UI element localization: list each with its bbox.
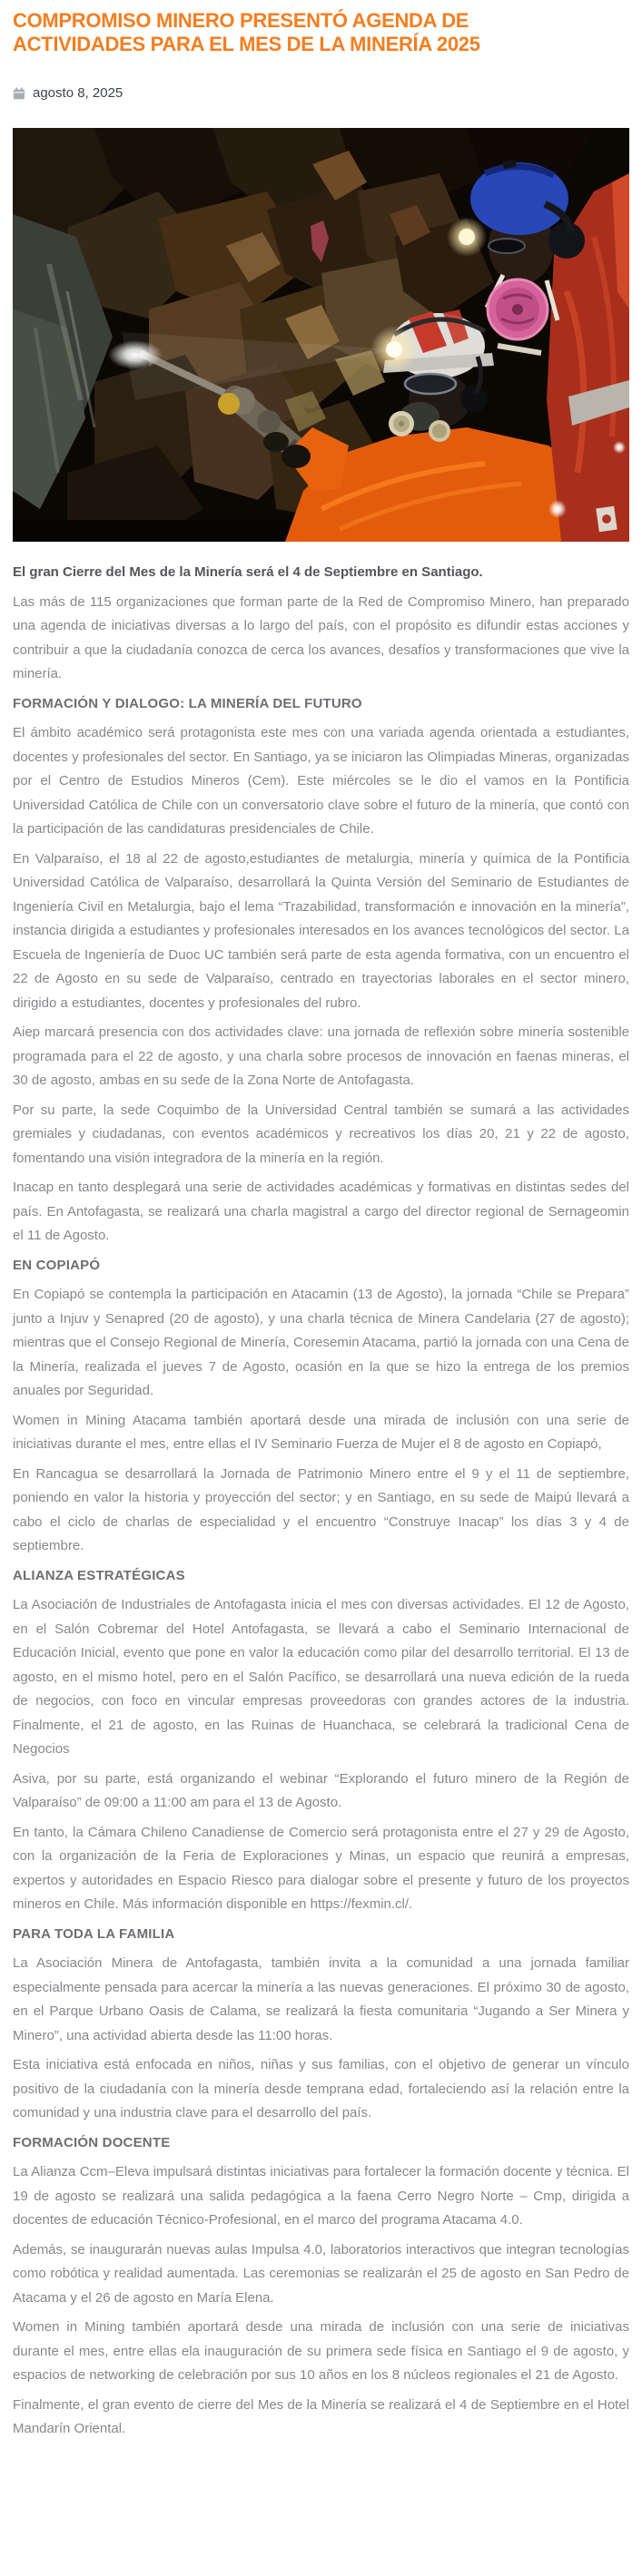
calendar-icon — [13, 87, 25, 100]
distant-light — [613, 441, 626, 454]
distant-light — [548, 500, 567, 518]
article-paragraph: Aiep marcará presencia con dos actividades clave: una jornada de reflexión sobre minería sostenible programada para el 22 de agosto, y una charla sobre procesos de innovación en faenas mineras, el 30 de agosto, ambas en su sede de la Zona Norte de Antofagasta. — [13, 1024, 629, 1088]
article-paragraph: El ámbito académico será protagonista este mes con una variada agenda orientada a estudiantes, docentes y profesionales del sector. En Santiago, ya se iniciaron las Olimpiadas Mineras, organizadas por el Centro de Estudios Mineros (Cem). Este miércoles se le dio el vamos en la Pontificia Universidad Católica de Chile con un conversatorio clave sobre el futuro de la minería, que contó con la participación de las candidaturas presidenciales de Chile. — [13, 725, 629, 837]
section-heading: FORMACIÓN DOCENTE — [13, 2134, 171, 2150]
article-paragraph: Finalmente, el gran evento de cierre del Mes de la Minería se realizará el 4 de Septiembre en el Hotel Mandarín Oriental. — [13, 2396, 629, 2436]
image-caption: El gran Cierre del Mes de la Minería será el 4 de Septiembre en Santiago. — [13, 564, 483, 580]
section-heading: FORMACIÓN Y DIALOGO: LA MINERÍA DEL FUTURO — [13, 695, 362, 711]
article-paragraph: La Asociación Minera de Antofagasta, también invita a la comunidad a una jornada familiar especialmente pensada para acercar la minería a las nuevas generaciones. El próximo 30 de agosto, en el Parque Urbano Oasis de Calama, se realizará la fiesta comunitaria “Jugando a Ser Minera y Minero”, una actividad abierta desde las 11:00 horas. — [13, 1955, 629, 2043]
article-paragraph: Asiva, por su parte, está organizando el webinar “Explorando el futuro minero de la Región de Valparaíso” de 09:00 a 11:00 am para el 13 de Agosto. — [13, 1770, 629, 1810]
article-paragraph: Por su parte, la sede Coquimbo de la Universidad Central también se sumará a las actividades gremiales y ciudadanas, con eventos académicos y recreativos los días 20, 21 y 22 de agosto, fomentando una visión integradora de la minería en la región. — [13, 1102, 629, 1166]
featured-image — [13, 128, 629, 542]
article-paragraph: Women in Mining Atacama también aportará desde una mirada de inclusión con una serie de iniciativas durante el mes, entre ellas el IV Seminario Fuerza de Mujer el 8 de agosto en Copiapó, — [13, 1412, 629, 1452]
article-paragraph: En Rancagua se desarrollará la Jornada de Patrimonio Minero entre el 9 y el 11 de septiembre, poniendo en valor la historia y proyección del sector; y en Santiago, en su sede de Maipú llevará a cabo el ciclo de charlas de especialidad y el encuentro “Construye Inacap” los días 3 y 4 de septiembre. — [13, 1465, 629, 1553]
article-paragraph: Inacap en tanto desplegará una serie de actividades académicas y formativas en distintas sedes del país. En Antofagasta, se realizará una charla magistral a cargo del director regional de Sernageomin el 11 de Agosto. — [13, 1180, 629, 1243]
article-paragraph: En Valparaíso, el 18 al 22 de agosto,estudiantes de metalurgia, minería y química de la Pontificia Universidad Católica de Valparaíso, desarrollará la Quinta Versión del Seminario de Estudiantes de Ingeniería Civil en Metalurgia, bajo el lema “Trazabilidad, transformación e innovación en la minería”, instancia dirigida a estudiantes y profesionales interesados en los avances tecnológicos del sector. La Escuela de Ingeniería de Duoc UC también será parte de esta agenda formativa, con un encuentro el 22 de Agosto en su sede de Valparaíso, centrado en trayectorias laborales en el sector minero, dirigido a estudiantes, docentes y profesionales del rubro. — [13, 850, 629, 1011]
section-heading: PARA TODA LA FAMILIA — [13, 1925, 175, 1942]
article-paragraph: Esta iniciativa está enfocada en niños, niñas y sus familias, con el objetivo de generar un vínculo positivo de la ciudadanía con la minería desde temprana edad, fortaleciendo así la relación entre la comunidad y una industria clave para el desarrollo del país. — [13, 2057, 629, 2121]
article-paragraph: Las más de 115 organizaciones que forman parte de la Red de Compromiso Minero, han preparado una agenda de iniciativas diversas a lo largo del país, con el propósito es difundir estas acciones y contribuir a que la ciudadanía conozca de cerca los avances, desafíos y transformaciones que vive la minería. — [13, 593, 629, 681]
article-paragraph: Además, se inaugurarán nuevas aulas Impulsa 4.0, laboratorios interactivos que integran tecnologías como robótica y realidad aumentada. Las ceremonias se realizarán el 25 de agosto en San Pedro de Atacama y el 26 de agosto en María Elena. — [13, 2241, 629, 2306]
article-paragraph: Women in Mining también aportará desde una mirada de inclusión con una serie de iniciativas durante el mes, entre ellas ela inauguración de su primera sede física en Santiago el 9 de agosto, y espacios de networking de celebración por sus 10 años en los 8 núcleos regionales el 21 de Agosto. — [13, 2319, 629, 2383]
mine-photo-illustration — [13, 128, 629, 542]
post-date: agosto 8, 2025 — [33, 85, 123, 101]
article-paragraph: La Alianza Ccm–Eleva impulsará distintas iniciativas para fortalecer la formación docente y técnica. El 19 de agosto se realizará una salida pedagógica a la faena Cerro Negro Norte – Cmp, dirigida a docentes de educación Técnico-Profesional, en el marco del programa Atacama 4.0. — [13, 2164, 629, 2228]
section-heading: EN COPIAPÓ — [13, 1257, 101, 1273]
article-body — [13, 591, 629, 2442]
article-paragraph: La Asociación de Industriales de Antofagasta inicia el mes con diversas actividades. El 12 de Agosto, en el Salón Cobremar del Hotel Antofagasta, se llevará a cabo el Seminario Internacional de Educación Inicial, evento que pone en valor la educación como pilar del desarrollo territorial. El 13 de agosto, en el mismo hotel, pero en el Salón Pacífico, se desarrollará una nueva edición de la rueda de negocios, con foco en vincular empresas proveedoras con grandes actores de la industria. Finalmente, el 21 de agosto, en las Ruinas de Huanchaca, se celebrará la tradicional Cena de Negocios — [13, 1597, 629, 1757]
page-title: COMPROMISO MINERO PRESENTÓ AGENDA DE ACTIVIDADES PARA EL MES DE LA MINERÍA 2025 — [13, 9, 480, 55]
section-heading: ALIANZA ESTRATÉGICAS — [13, 1567, 185, 1583]
article-paragraph: En Copiapó se contempla la participación en Atacamin (13 de Agosto), la jornada “Chile se Prepara” junto a Injuv y Senapred (20 de agosto), y una charla técnica de Minera Candelaria (27 de agosto); mientras que el Consejo Regional de Minería, Coresemin Atacama, partió la jornada con una Cena de la Minería, realizada el jueves 7 de Agosto, ocasión en la que se hizo la entrega de los premios anuales por Seguridad. — [13, 1287, 629, 1398]
post-meta — [13, 85, 629, 101]
article-paragraph: En tanto, la Cámara Chileno Canadiense de Comercio será protagonista entre el 27 y 29 de Agosto, con la organización de la Feria de Exploraciones y Minas, un espacio que reunirá a empresas, expertos y autoridades en Espacio Riesco para dialogar sobre el presente y futuro de los proyectos mineros en Chile. Más información disponible en https://fexmin.cl/. — [13, 1824, 629, 1912]
